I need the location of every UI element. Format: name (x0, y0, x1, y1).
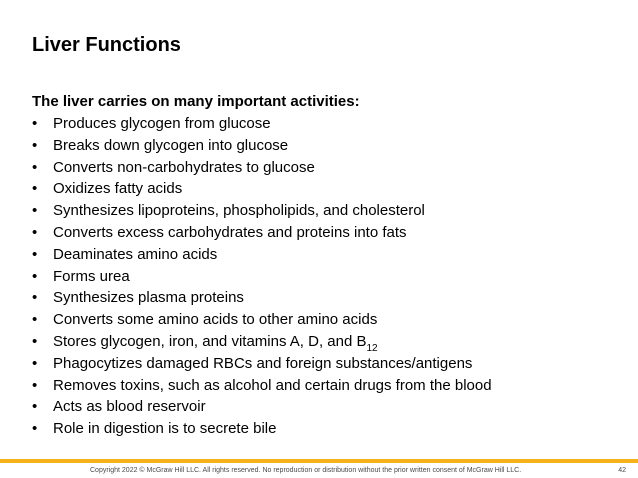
list-item-text: Acts as blood reservoir (53, 398, 206, 416)
list-item-text: Converts excess carbohydrates and proteins into fats (53, 223, 407, 241)
list-item-text: Deaminates amino acids (53, 245, 218, 263)
list-item-text: Produces glycogen from glucose (53, 115, 271, 132)
list-item (32, 135, 492, 157)
copyright-notice: Copyright 2022 © McGraw Hill LLC. All rights reserved. No reproduction or distribution without the prior written consent of McGraw Hill LLC. (90, 467, 522, 474)
bullet-icon: • (32, 332, 38, 350)
list-item (32, 266, 492, 288)
vitamin-subscript: 12 (366, 342, 378, 354)
bullet-icon: • (32, 267, 38, 285)
list-item (32, 178, 492, 200)
bullet-icon: • (32, 289, 38, 307)
list-item-text: Synthesizes lipoproteins, phospholipids, and cholesterol (53, 202, 425, 220)
bullet-icon: • (32, 115, 38, 132)
bullet-icon: • (32, 245, 38, 263)
list-item-text: Converts some amino acids to other amino acids (53, 311, 378, 329)
list-item-text: Phagocytizes damaged RBCs and foreign substances/antigens (53, 354, 473, 372)
list-item (32, 287, 492, 309)
bullet-icon: • (32, 223, 38, 241)
bullet-icon: • (32, 311, 38, 329)
bullet-icon: • (32, 136, 38, 154)
list-item-text: Synthesizes plasma proteins (53, 289, 244, 307)
list-item (32, 200, 492, 222)
page-number: 42 (618, 467, 626, 474)
list-item-text: Role in digestion is to secrete bile (53, 420, 277, 438)
list-item-text: Forms urea (53, 267, 130, 285)
slide-title: Liver Functions (32, 34, 181, 56)
list-item (32, 331, 492, 353)
intro-text: The liver carries on many important activities: (32, 93, 360, 110)
bullet-icon: • (32, 202, 38, 220)
bullet-icon: • (32, 376, 38, 394)
list-item (32, 375, 492, 397)
list-item (32, 244, 492, 266)
bullet-icon: • (32, 354, 38, 372)
list-item-text: Oxidizes fatty acids (53, 180, 183, 198)
list-item (32, 418, 492, 440)
list-item-text: Stores glycogen, iron, and vitamins A, D, and B (53, 332, 367, 350)
footer-divider (0, 459, 638, 463)
list-item (32, 113, 492, 135)
bullet-icon: • (32, 420, 38, 438)
list-item (32, 396, 492, 418)
bullet-icon: • (32, 180, 38, 198)
list-item-text: Breaks down glycogen into glucose (53, 136, 289, 154)
list-item-text: Converts non-carbohydrates to glucose (53, 158, 315, 176)
bullet-icon: • (32, 398, 38, 416)
list-item (32, 353, 492, 375)
list-item (32, 222, 492, 244)
bullet-list (32, 113, 492, 440)
list-item (32, 309, 492, 331)
list-item-text: Removes toxins, such as alcohol and certain drugs from the blood (53, 376, 492, 394)
list-item (32, 157, 492, 179)
bullet-icon: • (32, 158, 38, 176)
